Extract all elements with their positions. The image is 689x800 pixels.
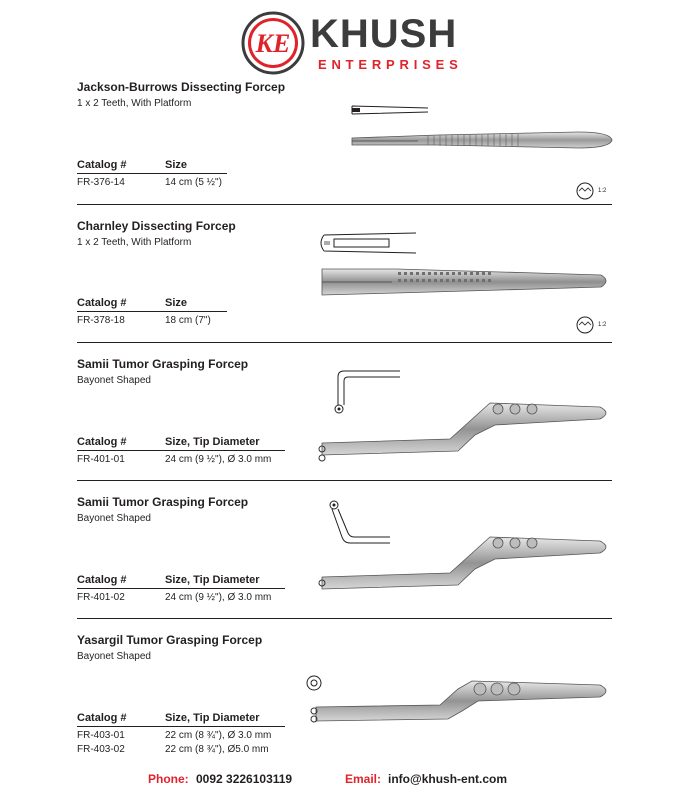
forcep-illustration [310,497,615,597]
logo-letters: KE [255,29,291,58]
product-subtitle: 1 x 2 Teeth, With Platform [77,98,192,109]
scale-icon [576,315,598,335]
product-title: Samii Tumor Grasping Forcep [77,495,249,509]
ke-logo-icon [240,10,310,76]
table-header-divider [77,588,285,589]
header [0,0,689,80]
table-header-divider [77,450,285,451]
section-divider [77,342,612,343]
column-header-catalog: Catalog # [77,712,127,724]
brand-name: KHUSH [310,12,458,56]
size-value: 22 cm (8 ¾"), Ø5.0 mm [165,744,269,755]
column-header-catalog: Catalog # [77,436,127,448]
product-subtitle: Bayonet Shaped [77,513,151,524]
product-yasargil [0,633,689,768]
forcep-illustration [310,365,615,465]
table-header-divider [77,726,285,727]
size-value: 24 cm (9 ½"), Ø 3.0 mm [165,592,272,603]
phone-number[interactable]: 0092 3226103119 [196,772,293,786]
column-header-size: Size, Tip Diameter [165,712,260,724]
forcep-illustration [300,667,615,727]
section-divider [77,204,612,205]
size-value: 18 cm (7") [165,315,211,326]
catalog-number: FR-401-02 [77,592,125,603]
scale-ratio: 1:2 [598,188,607,194]
column-header-size: Size [165,159,188,171]
contact-footer [0,772,689,792]
product-subtitle: Bayonet Shaped [77,375,151,386]
catalog-number: FR-378-18 [77,315,125,326]
column-header-catalog: Catalog # [77,574,127,586]
product-title: Yasargil Tumor Grasping Forcep [77,633,263,647]
forcep-illustration [348,100,618,160]
product-subtitle: Bayonet Shaped [77,651,151,662]
product-samii-1 [0,357,689,482]
catalog-number: FR-401-01 [77,454,125,465]
product-title: Samii Tumor Grasping Forcep [77,357,249,371]
section-divider [77,618,612,619]
column-header-size: Size, Tip Diameter [165,574,260,586]
section-divider [77,480,612,481]
catalog-number: FR-376-14 [77,177,125,188]
column-header-catalog: Catalog # [77,159,127,171]
product-subtitle: 1 x 2 Teeth, With Platform [77,237,192,248]
product-samii-2 [0,495,689,620]
catalog-number: FR-403-01 [77,730,125,741]
scale-icon [576,181,598,201]
product-title: Jackson-Burrows Dissecting Forcep [77,80,286,94]
table-header-divider [77,173,227,174]
email-label: Email: [345,772,382,786]
table-header-divider [77,311,227,312]
product-charnley [0,219,689,344]
scale-ratio: 1:2 [598,322,607,328]
column-header-size: Size [165,297,188,309]
product-title: Charnley Dissecting Forcep [77,219,236,233]
size-value: 22 cm (8 ¾"), Ø 3.0 mm [165,730,272,741]
phone-label: Phone: [148,772,189,786]
catalog-number: FR-403-02 [77,744,125,755]
size-value: 14 cm (5 ½") [165,177,222,188]
column-header-catalog: Catalog # [77,297,127,309]
column-header-size: Size, Tip Diameter [165,436,260,448]
brand-tagline: ENTERPRISES [318,57,463,72]
forcep-illustration [316,229,616,304]
brand-logo [240,10,463,76]
size-value: 24 cm (9 ½"), Ø 3.0 mm [165,454,272,465]
product-jackson-burrows [0,80,689,205]
email-address[interactable]: info@khush-ent.com [388,772,508,786]
